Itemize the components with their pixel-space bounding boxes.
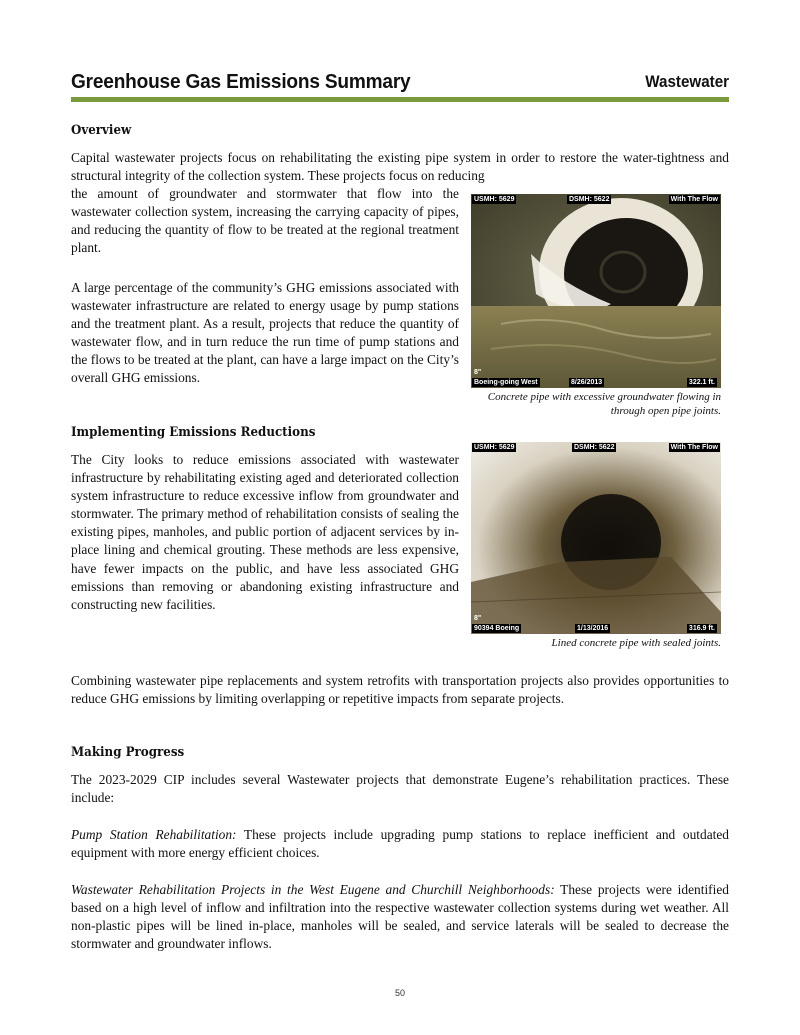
osd-distance: 316.9 ft. (688, 625, 715, 632)
osd-upstream-manhole: USMH: 5629 (474, 444, 515, 451)
osd-location: Boeing-going West (474, 379, 538, 386)
pipe-photo-image (471, 194, 721, 388)
osd-pipe-size: 8" (474, 369, 482, 376)
progress-intro: The 2023-2029 CIP includes several Wastewater projects that demonstrate Eugene’s rehabilitation practices. These include: (71, 772, 729, 806)
page-header (71, 70, 729, 96)
implementing-heading: Implementing Emissions Reductions (71, 425, 316, 440)
figure-caption: Concrete pipe with excessive groundwater flowing in through open pipe joints. (487, 391, 721, 417)
osd-flow-direction: With The Flow (670, 196, 718, 203)
combining-paragraph: Combining wastewater pipe replacements and system retrofits with transportation projects also provides opportunities to reduce GHG emissions by limiting overlapping or repetitive impacts from separate projects. (71, 673, 729, 707)
osd-pipe-size: 8" (474, 615, 482, 622)
project-item-west-eugene-churchill (71, 881, 729, 953)
osd-downstream-manhole: DSMH: 5622 (569, 196, 610, 203)
figure-caption: Lined concrete pipe with sealed joints. (551, 637, 721, 649)
overview-paragraph-intro: Capital wastewater projects focus on rehabilitating the existing pipe system in order to restore the water-tightness and structural integrity of the collection system. These projects focus on reducing (71, 150, 729, 184)
progress-heading: Making Progress (71, 745, 185, 760)
osd-flow-direction: With The Flow (670, 444, 718, 451)
page-title: Greenhouse Gas Emissions Summary (71, 70, 411, 93)
osd-distance: 322.1 ft. (688, 379, 715, 386)
overview-paragraph-continued: the amount of groundwater and stormwater that flow into the wastewater collection system, increasing the carrying capacity of pipes, and reducing the quantity of flow to be treated at the regional treatment plant. (71, 186, 459, 256)
section-label: Wastewater (645, 73, 729, 91)
project-title: Pump Station Rehabilitation: (71, 827, 237, 842)
project-description: These projects include upgrading pump stations to replace inefficient and outdated equipment with more energy efficient choices. (71, 827, 729, 861)
osd-date: 8/26/2013 (571, 379, 603, 386)
osd-downstream-manhole: DSMH: 5622 (574, 444, 615, 451)
overview-paragraph-ghg: A large percentage of the community’s GHG emissions associated with wastewater infrastructure are related to energy usage by pump stations and the treatment plant. As a result, projects that reduce the quantity of wastewater flow, and in turn reduce the run time of pump stations and the flows to be treated at the plant, can have a large impact on the City’s overall GHG emissions. (71, 280, 459, 386)
header-divider (71, 97, 729, 102)
project-item-pump-station (71, 826, 729, 862)
page-number: 50 (394, 988, 405, 998)
overview-heading: Overview (71, 123, 132, 138)
pipe-inspection-photo-1 (471, 194, 721, 388)
figure-lined-pipe (471, 442, 721, 650)
osd-date: 1/13/2016 (577, 625, 609, 632)
project-title: Wastewater Rehabilitation Projects in the West Eugene and Churchill Neighborhoods: (71, 882, 555, 897)
project-description: These projects were identified based on a high level of inflow and infiltration into the respective wastewater collection systems during wet weather. All non-plastic pipes will be lined in-place, manholes will be sealed, and service laterals will be sealed to decrease the stormwater and groundwater inflows. (71, 882, 729, 952)
osd-upstream-manhole: USMH: 5629 (474, 196, 515, 203)
pipe-photo-image (471, 442, 721, 634)
implementing-paragraph: The City looks to reduce emissions associated with wastewater infrastructure by rehabilitating existing aged and deteriorated collection system infrastructure to reduce excessive inflow from groundwater and stormwater. The primary method of rehabilitation consists of sealing the existing pipes, manholes, and public portion of adjacent services by in-place lining and chemical grouting. These methods are less expensive, have fewer impacts on the public, and have less associated GHG emissions than removing or abandoning existing infrastructure and constructing new facilities. (71, 452, 459, 612)
osd-location: 90394 Boeing (474, 625, 520, 632)
figure-groundwater-inflow (471, 194, 721, 418)
pipe-inspection-photo-2 (471, 442, 721, 634)
